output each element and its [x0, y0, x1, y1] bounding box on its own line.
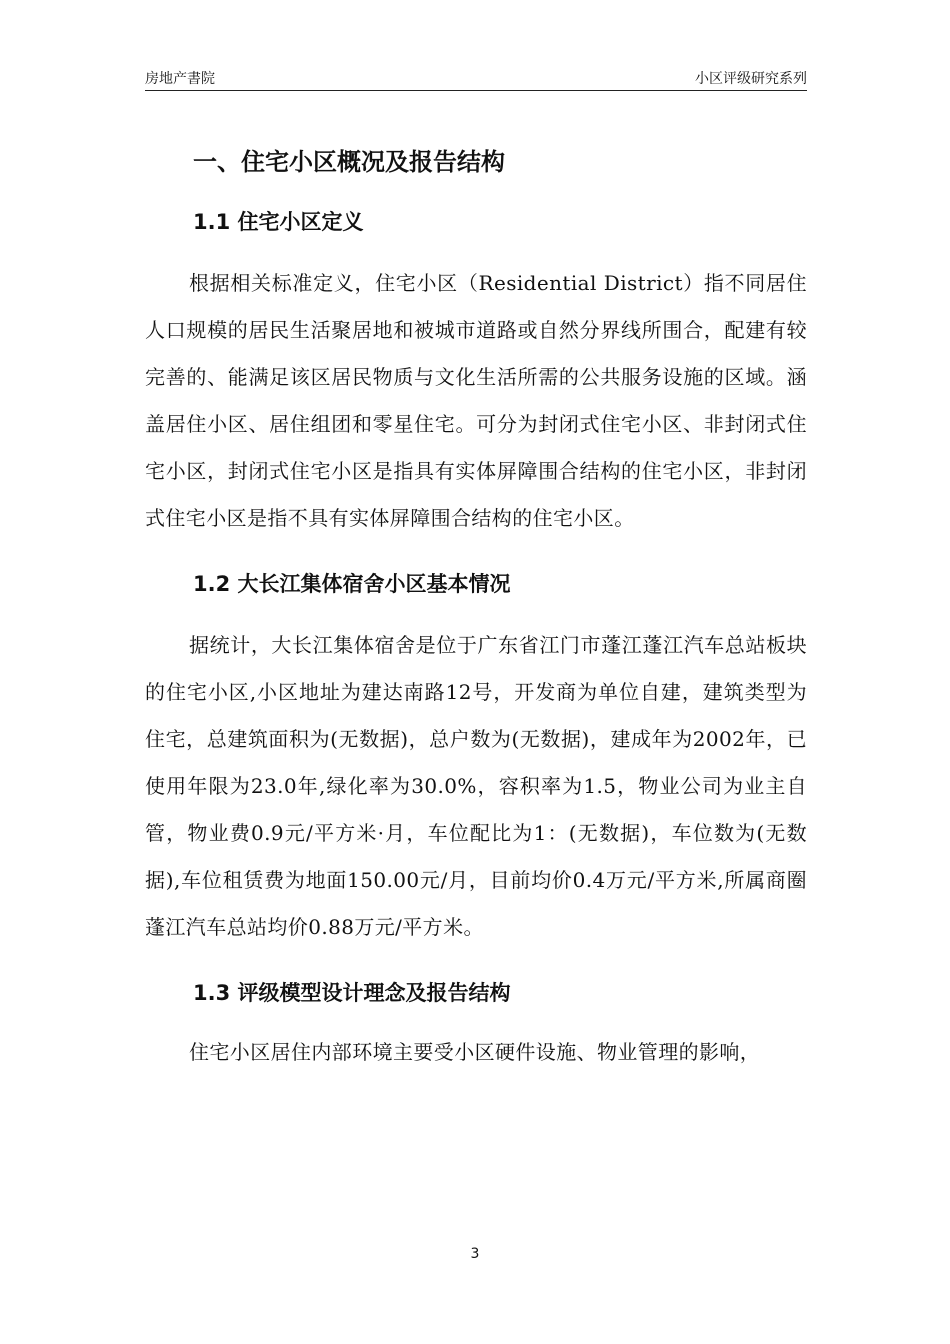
paragraph-definition: 根据相关标准定义，住宅小区（Residential District）指不同居住人口规模的居民生活聚居地和被城市道路或自然分界线所围合，配建有较完善的、能满足该区居民物质与文化生活所需的公共服务设施的区域。涵盖居住小区、居住组团和零星住宅。可分为封闭式住宅小区、非封闭式住宅小区，封闭式住宅小区是指具有实体屏障围合结构的住宅小区，非封闭式住宅小区是指不具有实体屏障围合结构的住宅小区。 [145, 271, 807, 530]
subsection-heading-1-2: 1.2 大长江集体宿舍小区基本情况 [193, 572, 511, 596]
page-header [145, 66, 807, 91]
subsection-heading-1-1: 1.1 住宅小区定义 [193, 210, 364, 234]
section-title: 一、住宅小区概况及报告结构 [193, 148, 505, 176]
subsection-heading-1-3: 1.3 评级模型设计理念及报告结构 [193, 981, 511, 1005]
paragraph-model-design: 住宅小区居住内部环境主要受小区硬件设施、物业管理的影响， [189, 1040, 761, 1064]
paragraph-basic-info: 据统计，大长江集体宿舍是位于广东省江门市蓬江蓬江汽车总站板块的住宅小区,小区地址为建达南路12号，开发商为单位自建，建筑类型为住宅，总建筑面积为(无数据)，总户数为(无数据)，建成年为2002年，已使用年限为23.0年,绿化率为30.0%，容积率为1.5，物业公司为业主自管，物业费0.9元/平方米·月，车位配比为1：(无数据)，车位数为(无数据),车位租赁费为地面150.00元/月，目前均价0.4万元/平方米,所属商圈蓬江汽车总站均价0.88万元/平方米。 [145, 633, 807, 939]
page-number: 3 [470, 1246, 480, 1262]
header-right-text: 小区评级研究系列 [695, 71, 807, 87]
header-left-text: 房地产書院 [145, 71, 215, 87]
document-body [145, 138, 807, 1076]
